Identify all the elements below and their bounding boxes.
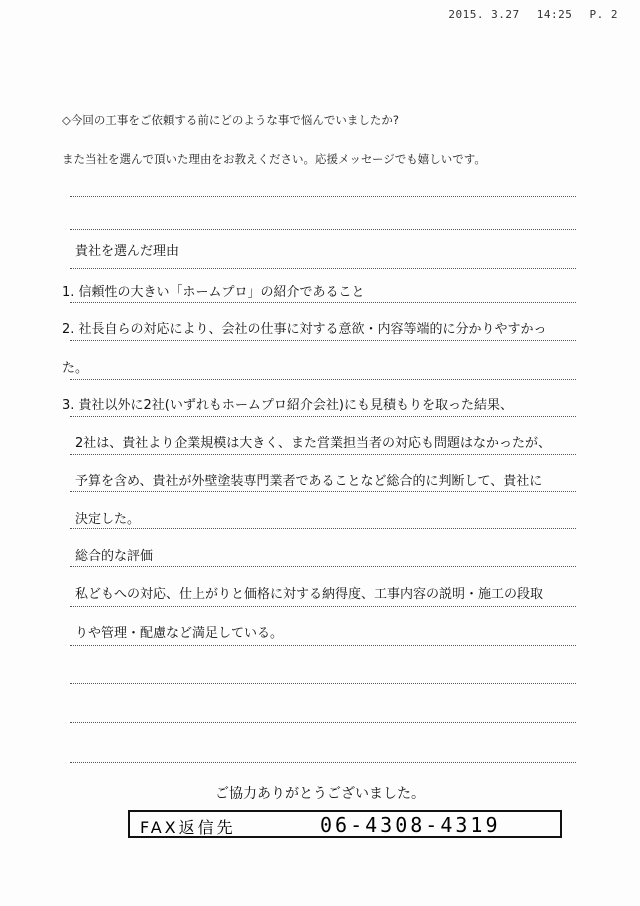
- answer-rule: [70, 762, 576, 763]
- fax-transmission-header: [438, 8, 618, 21]
- fax-time: 14:25: [536, 8, 573, 21]
- answer-rule: [70, 683, 576, 684]
- answer-rule: [70, 722, 576, 723]
- answer-rule: [70, 528, 576, 529]
- answer-rule: [70, 196, 576, 197]
- fax-return-number: 06-4308-4319: [320, 813, 501, 837]
- reason-line-2: 2. 社長自らの対応により、会社の仕事に対する意欲・内容等端的に分かりやすかっ: [62, 322, 547, 337]
- answer-rule: [70, 566, 576, 567]
- thanks-message: ご協力ありがとうございました。: [215, 786, 425, 802]
- reasons-heading: 貴社を選んだ理由: [75, 244, 180, 259]
- reason-line-5: 2社は、貴社より企業規模は大きく、また営業担当者の対応も問題はなかったが、: [75, 436, 552, 451]
- answer-rule: [70, 645, 576, 646]
- reason-line-4: 3. 貴社以外に2社(いずれもホームプロ紹介会社)にも見積もりを取った結果、: [62, 398, 513, 413]
- fax-date: 2015. 3.27: [448, 8, 520, 21]
- reason-line-1: 1. 信頼性の大きい「ホームプロ」の紹介であること: [62, 285, 365, 300]
- answer-rule: [70, 379, 576, 380]
- answer-rule: [70, 606, 576, 607]
- survey-question-line-2: また当社を選んで頂いた理由をお教えください。応援メッセージでも嬉しいです。: [62, 152, 486, 166]
- reason-line-3: た。: [62, 361, 89, 376]
- answer-rule: [70, 416, 576, 417]
- reason-line-7: 決定した。: [75, 512, 141, 527]
- evaluation-heading: 総合的な評価: [75, 549, 154, 564]
- answer-rule: [70, 268, 576, 269]
- fax-page-number: P. 2: [589, 8, 618, 21]
- reason-line-6: 予算を含め、貴社が外壁塗装専門業者であることなど総合的に判断して、貴社に: [75, 474, 543, 489]
- fax-return-label: FAX返信先: [140, 818, 236, 837]
- answer-rule: [70, 340, 576, 341]
- answer-rule: [70, 229, 576, 230]
- fax-return-box: [128, 810, 562, 838]
- evaluation-line-1: 私どもへの対応、仕上がりと価格に対する納得度、工事内容の説明・施工の段取: [75, 587, 544, 602]
- answer-rule: [70, 302, 576, 303]
- evaluation-line-2: りや管理・配慮など満足している。: [75, 626, 284, 641]
- answer-rule: [70, 454, 576, 455]
- answer-rule: [70, 491, 576, 492]
- survey-question-line-1: ◇今回の工事をご依頼する前にどのような事で悩んでいましたか?: [62, 113, 399, 127]
